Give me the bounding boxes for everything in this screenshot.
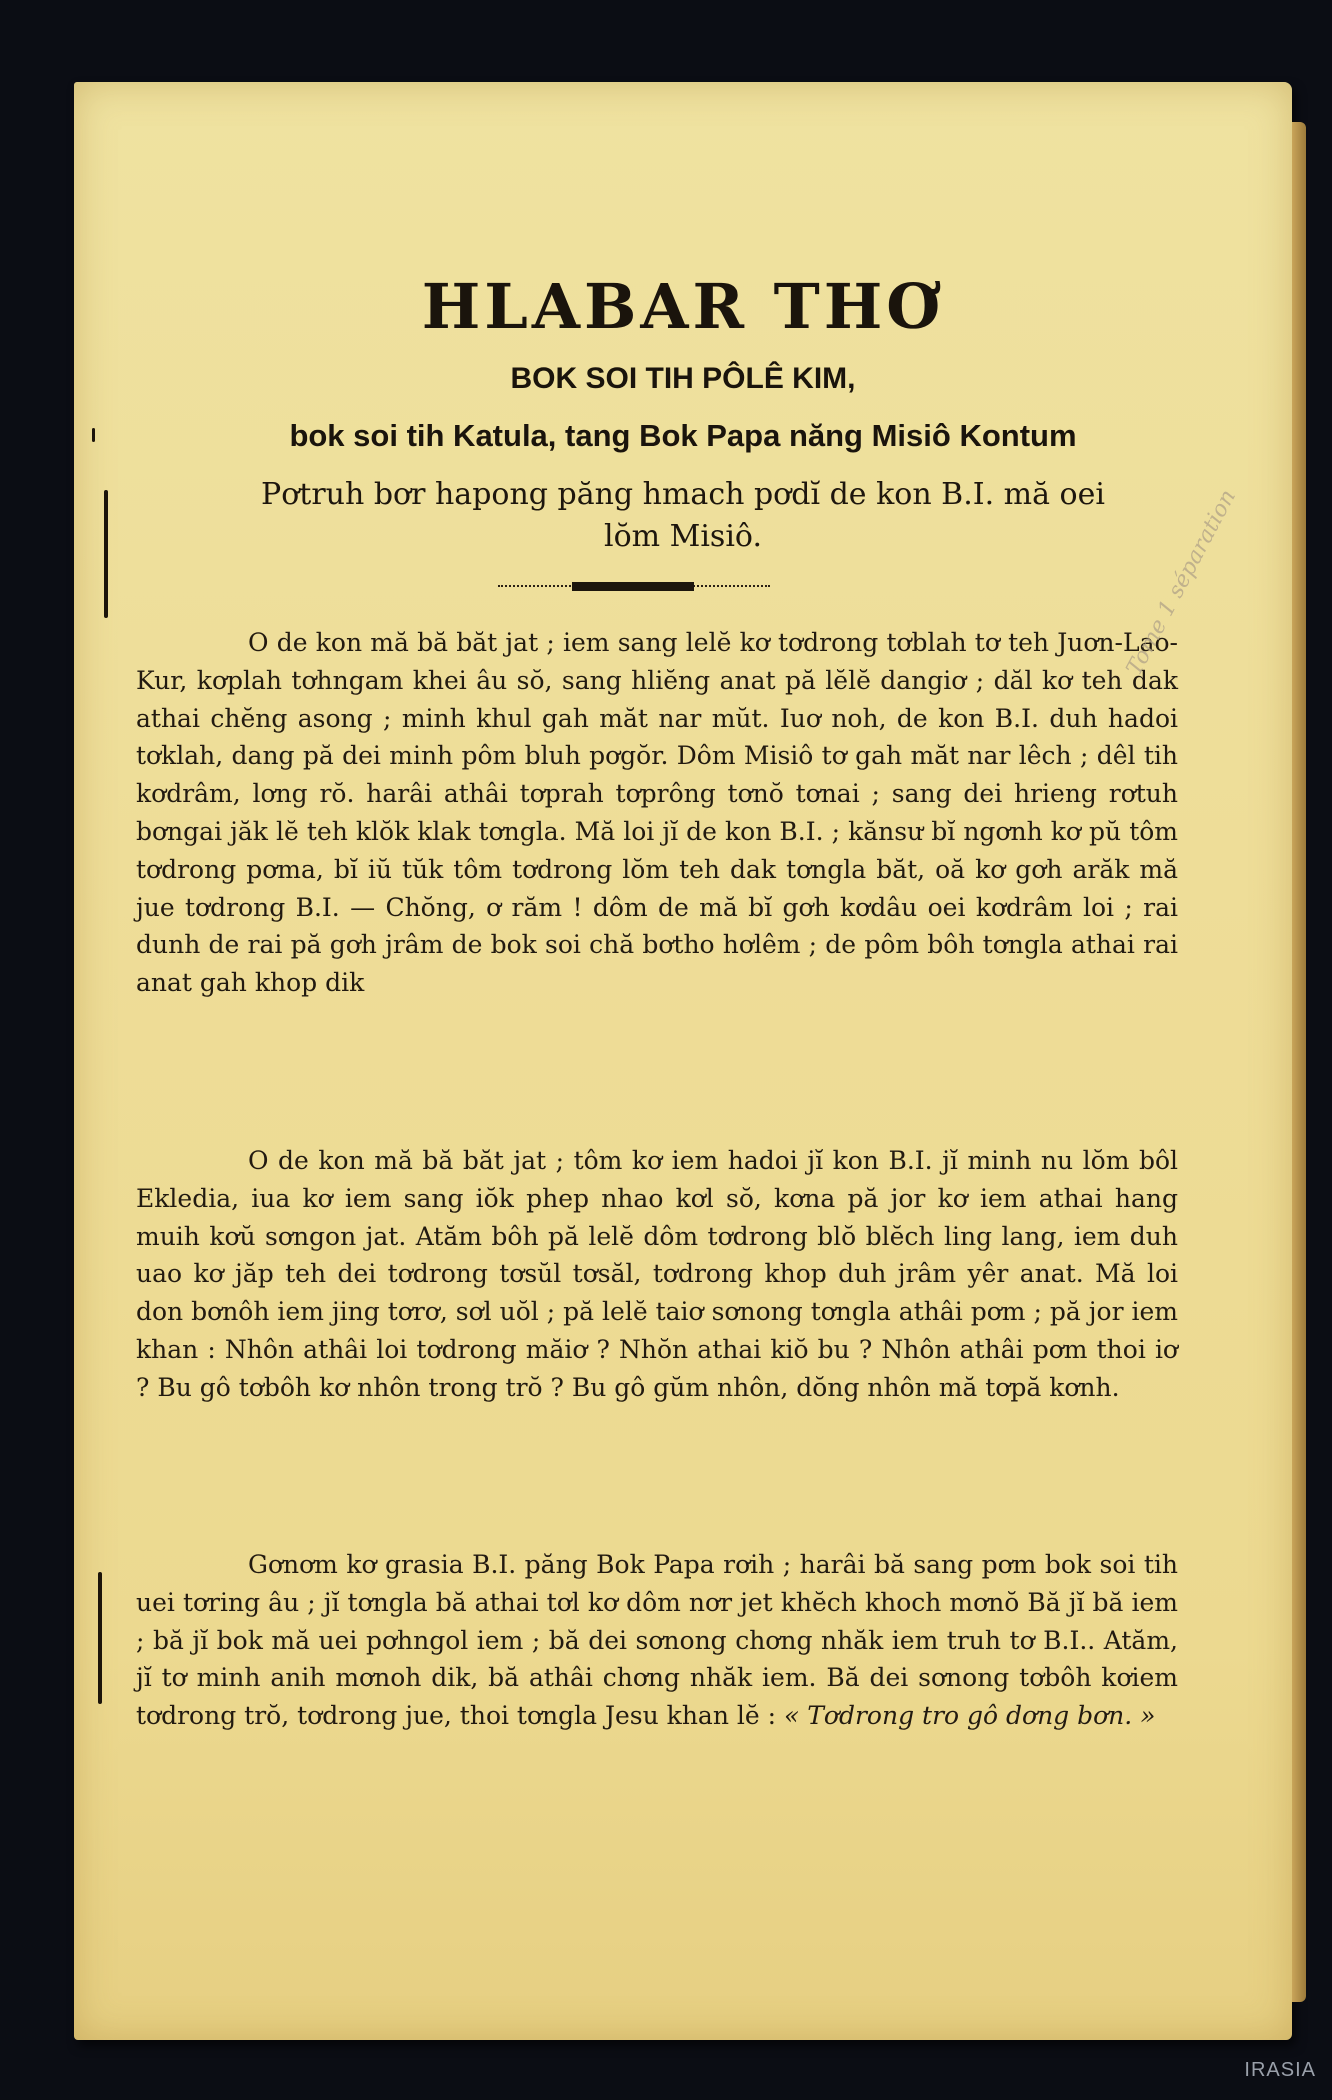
document-intro: Pơtruh bơr hapong păng hmach pơdĭ de kon B.I. mă oei lŏm Misiô. [261,477,1105,554]
binding-mark [104,490,108,618]
document-subtitle-secondary: bok soi tih Katula, tang Bok Papa năng Misiô Kontum [289,418,1077,453]
divider-bar [572,582,694,591]
document-page [74,82,1292,2040]
paragraph-1: O de kon mă bă băt jat ; iem sang lelĕ kơ tơdrong tơblah tơ teh Juơn-Lao-Kur, kơplah tơhngam khei âu sŏ, sang hliĕng anat pă lĕlĕ dangiơ ; dăl kơ teh dak athai chĕng asong ; minh khul gah măt nar mŭt. Iuơ noh, de kon B.I. duh hadoi tơklah, dang pă dei minh pôm bluh pơgŏr. Dôm Misiô tơ gah măt nar lêch ; dêl tih kơdrâm, lơng rŏ. harâi athâi tơprah tơprông tơnŏ tơnai ; sang dei hrieng rơtuh bơngai jăk lĕ teh klŏk klak tơngla. Mă loi jĭ de kon B.I. ; kănsư bĭ ngơnh kơ pŭ tôm tơdrong pơma, bĭ iŭ tŭk tôm tơdrong lŏm teh dak tơngla băt, oă kơ gơh arăk mă jue tơdrong B.I. — Chŏng, ơ răm ! dôm de mă bĭ gơh kơdâu oei kơdrâm loi ; rai dunh de rai pă gơh jrâm de bok soi chă bơtho hơlêm ; de pôm bôh tơngla athai rai anat gah khop dik [136,628,1178,998]
document-title: HLABAR THƠ [421,270,945,343]
handwritten-margin-note: Tome 1 séparation [1122,485,1242,680]
ornamental-divider [498,585,770,591]
binding-mark [98,1572,102,1704]
watermark: IRASIA [1244,2059,1316,2081]
page-edge [1292,122,1306,2002]
paragraph-3-text: Gơnơm kơ grasia B.I. păng Bok Papa rơih ; harâi bă sang pơm bok soi tih uei tơring âu ; jĭ tơngla bă athai tơl kơ dôm nơr jet khĕch khoch mơnŏ Bă jĭ bă iem ; bă jĭ bok mă uei pơhngol iem ; bă dei sơnong chơng nhăk iem truh tơ B.I.. Atăm, jĭ tơ minh anih mơnoh dik, bă athâi chơng nhăk iem. Bă dei sơnong tơbôh kơiem tơdrong trŏ, tơdrong jue, thoi tơngla Jesu khan lĕ : [136,1550,1178,1731]
paragraph-2: O de kon mă bă băt jat ; tôm kơ iem hadoi jĭ kon B.I. jĭ minh nu lŏm bôl Ekledia, iua kơ iem sang iŏk phep nhao kơl sŏ, kơna pă jor kơ iem athai hang muih kơŭ sơngon jat. Atăm bôh pă lelĕ dôm tơdrong blŏ blĕch ling lang, iem duh uao kơ jăp teh dei tơdrong tơsŭl tơsăl, tơdrong khop duh jrâm yêr anat. Mă loi don bơnôh iem jing tơrơ, sơl uŏl ; pă lelĕ taiơ sơnong tơngla athâi pơm ; pă jor iem khan : Nhôn athâi loi tơdrong măiơ ? Nhŏn athai kiŏ bu ? Nhôn athâi pơm thoi iơ ? Bu gô tơbôh kơ nhôn trong trŏ ? Bu gô gŭm nhôn, dŏng nhôn mă tơpă kơnh. [136,1146,1178,1402]
paragraph-3 [136,1546,1178,1735]
paragraph-3-quote: « Tơdrong tro gô dơng bơn. » [784,1701,1156,1731]
document-subtitle: BOK SOI TIH PÔLÊ KIM, [510,362,856,395]
